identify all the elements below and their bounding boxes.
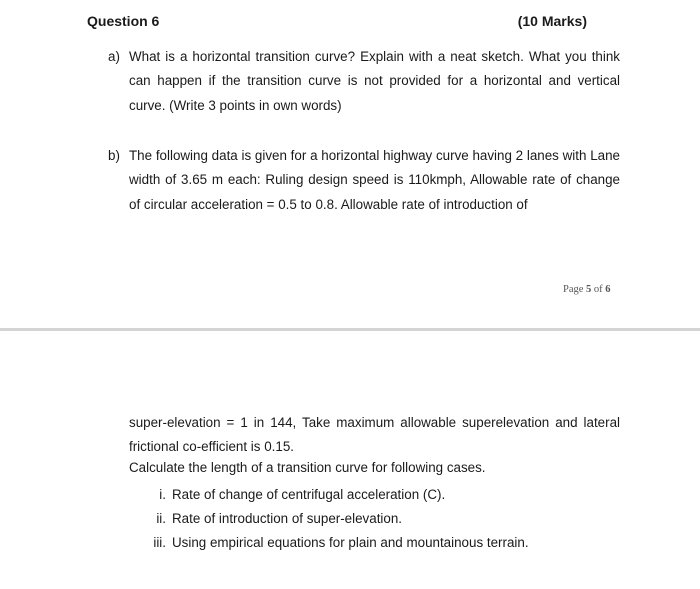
continuation-paragraph: super-elevation = 1 in 144, Take maximum allowable superelevation and lateral frictional co-efficient is 0.15. — [129, 415, 620, 454]
part-b — [108, 144, 620, 217]
question-marks: (10 Marks) — [517, 13, 587, 29]
part-b-marker: b) — [108, 148, 120, 163]
question-header — [87, 13, 587, 29]
list-item — [140, 507, 529, 531]
page-total: 6 — [605, 284, 611, 295]
case-number: iii. — [153, 535, 166, 550]
page-six — [0, 331, 700, 589]
case-text: Rate of introduction of super-elevation. — [172, 511, 403, 526]
case-text: Rate of change of centrifugal acceleration (C). — [172, 487, 446, 502]
cases-list — [140, 483, 529, 555]
page-prefix: Page — [563, 284, 584, 295]
continuation-text — [129, 411, 620, 459]
calculate-instruction: Calculate the length of a transition curve for following cases. — [129, 460, 486, 475]
part-a-text: What is a horizontal transition curve? Explain with a neat sketch. What you think can happen if the transition curve is not provided for a horizontal and vertical curve. (Write 3 points in own words) — [129, 49, 620, 113]
part-b-text: The following data is given for a horizontal highway curve having 2 lanes with Lane width of 3.65 m each: Ruling design speed is 110kmph, Allowable rate of change of circular acceleration = 0.5 to 0.8. Allowable rate of introduction of — [129, 148, 620, 212]
list-item — [140, 483, 529, 507]
case-number: i. — [159, 487, 166, 502]
list-item — [140, 531, 529, 555]
page-number — [563, 284, 611, 295]
page-current: 5 — [586, 284, 592, 295]
part-a-marker: a) — [108, 49, 120, 64]
case-number: ii. — [156, 511, 166, 526]
part-a — [108, 45, 620, 118]
page-of: of — [593, 284, 603, 295]
question-title: Question 6 — [87, 13, 160, 29]
case-text: Using empirical equations for plain and mountainous terrain. — [172, 535, 529, 550]
